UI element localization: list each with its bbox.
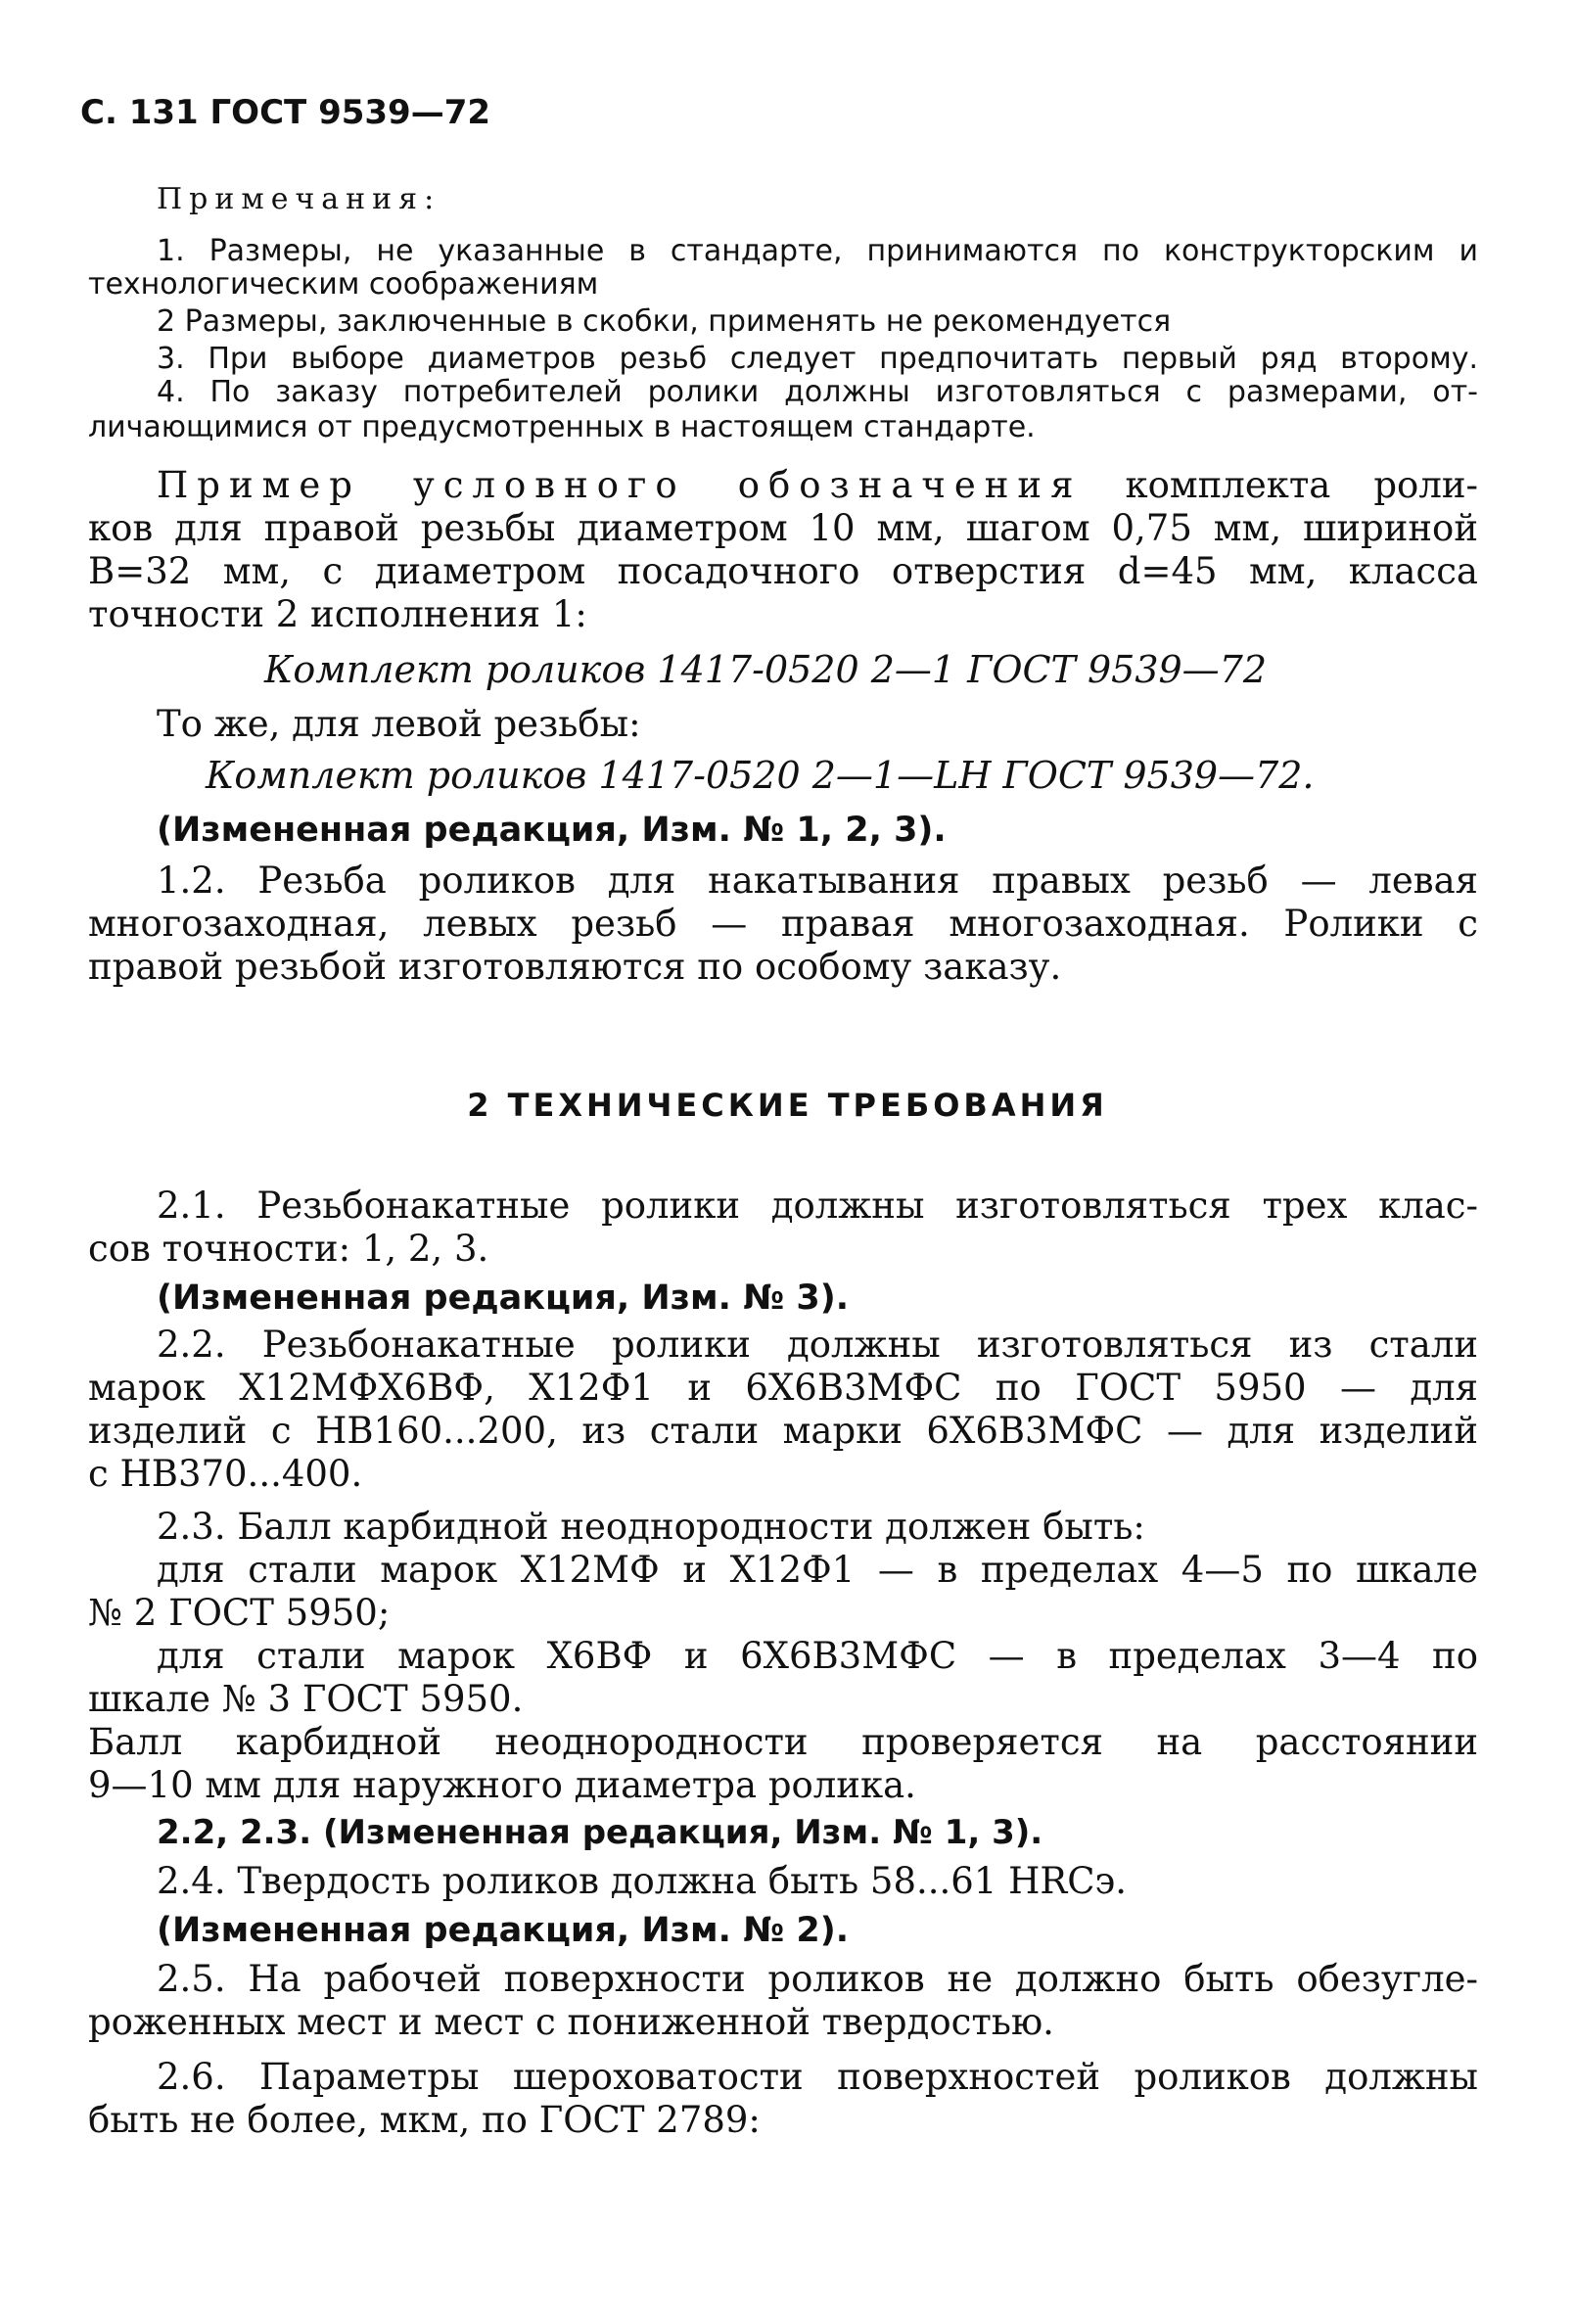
designation-left-thread: Комплект роликов 1417-0520 2—1—LH ГОСТ 9539—72. bbox=[206, 754, 1315, 797]
edited-note: (Измененная редакция, Изм. № 3). bbox=[157, 1278, 850, 1318]
paragraph-2-5-line: 2.5. На рабочей поверхности роликов не должно быть обезугле- bbox=[157, 1958, 1478, 2000]
paragraph-2-3-line: для стали марок Х12МФ и Х12Ф1 — в пределах 4—5 по шкале bbox=[157, 1549, 1478, 1591]
example-label: Пример условного обозначения bbox=[157, 464, 1083, 506]
paragraph-2-3-line: для стали марок Х6ВФ и 6Х6В3МФС — в пределах 3—4 по bbox=[157, 1635, 1478, 1677]
paragraph-2-3-line: Балл карбидной неоднородности проверяется на расстоянии bbox=[88, 1721, 1478, 1763]
edited-note: (Измененная редакция, Изм. № 2). bbox=[157, 1911, 850, 1950]
paragraph-2-3-line: № 2 ГОСТ 5950; bbox=[88, 1592, 391, 1634]
note-line: 2 Размеры, заключенные в скобки, применять не рекомендуется bbox=[157, 304, 1172, 339]
example-line-1-rest: комплекта роли- bbox=[1125, 464, 1478, 506]
paragraph-2-6-line: быть не более, мкм, по ГОСТ 2789: bbox=[88, 2099, 761, 2141]
paragraph-2-2-line: изделий с НВ160...200, из стали марки 6Х6В3МФС — для изделий bbox=[88, 1410, 1478, 1452]
paragraph-2-6-line: 2.6. Параметры шероховатости поверхностей роликов должны bbox=[157, 2056, 1478, 2098]
paragraph-2-2-line: с НВ370...400. bbox=[88, 1453, 363, 1495]
note-line: 3. При выборе диаметров резьб следует предпочитать первый ряд второму. bbox=[157, 342, 1478, 376]
example-line-2: ков для правой резьбы диаметром 10 мм, шагом 0,75 мм, шириной bbox=[88, 507, 1478, 549]
example-line-1 bbox=[157, 464, 1478, 507]
paragraph-2-2-line: марок Х12МФХ6ВФ, Х12Ф1 и 6Х6В3МФС по ГОСТ 5950 — для bbox=[88, 1367, 1478, 1409]
same-left-thread-line: То же, для левой резьбы: bbox=[157, 703, 641, 745]
paragraph-2-5-line: роженных мест и мест с пониженной твердостью. bbox=[88, 2001, 1054, 2043]
paragraph-2-3-line: шкале № 3 ГОСТ 5950. bbox=[88, 1678, 524, 1720]
note-line: 1. Размеры, не указанные в стандарте, принимаются по конструкторским и bbox=[157, 234, 1478, 268]
note-line: технологическим соображениям bbox=[88, 267, 599, 302]
paragraph-2-4: 2.4. Твердость роликов должна быть 58...61 HRCэ. bbox=[157, 1860, 1128, 1902]
note-line: личающимися от предусмотренных в настоящем стандарте. bbox=[88, 410, 1036, 444]
note-line: 4. По заказу потребителей ролики должны изготовляться с размерами, от- bbox=[157, 375, 1478, 409]
example-line-4: точности 2 исполнения 1: bbox=[88, 593, 587, 635]
example-line-3: B=32 мм, с диаметром посадочного отверстия d=45 мм, класса bbox=[88, 550, 1478, 592]
paragraph-2-3-line: 2.3. Балл карбидной неоднородности должен быть: bbox=[157, 1506, 1145, 1548]
edited-note: 2.2, 2.3. (Измененная редакция, Изм. № 1, 3). bbox=[157, 1813, 1043, 1852]
paragraph-2-3-line: 9—10 мм для наружного диаметра ролика. bbox=[88, 1764, 916, 1806]
paragraph-1-2-line: 1.2. Резьба роликов для накатывания правых резьб — левая bbox=[157, 860, 1478, 902]
page-header: С. 131 ГОСТ 9539—72 bbox=[80, 93, 491, 132]
paragraph-2-2-line: 2.2. Резьбонакатные ролики должны изготовляться из стали bbox=[157, 1324, 1478, 1366]
paragraph-2-1-line: сов точности: 1, 2, 3. bbox=[88, 1228, 489, 1270]
notes-title: Примечания: bbox=[157, 182, 441, 216]
paragraph-1-2-line: многозаходная, левых резьб — правая многозаходная. Ролики с bbox=[88, 903, 1478, 945]
edited-note: (Измененная редакция, Изм. № 1, 2, 3). bbox=[157, 811, 947, 850]
paragraph-2-1-line: 2.1. Резьбонакатные ролики должны изготовляться трех клас- bbox=[157, 1185, 1478, 1227]
designation-right-thread: Комплект роликов 1417-0520 2—1 ГОСТ 9539—72 bbox=[264, 648, 1268, 691]
section-title: 2 ТЕХНИЧЕСКИЕ ТРЕБОВАНИЯ bbox=[467, 1087, 1108, 1124]
paragraph-1-2-line: правой резьбой изготовляются по особому заказу. bbox=[88, 946, 1062, 988]
